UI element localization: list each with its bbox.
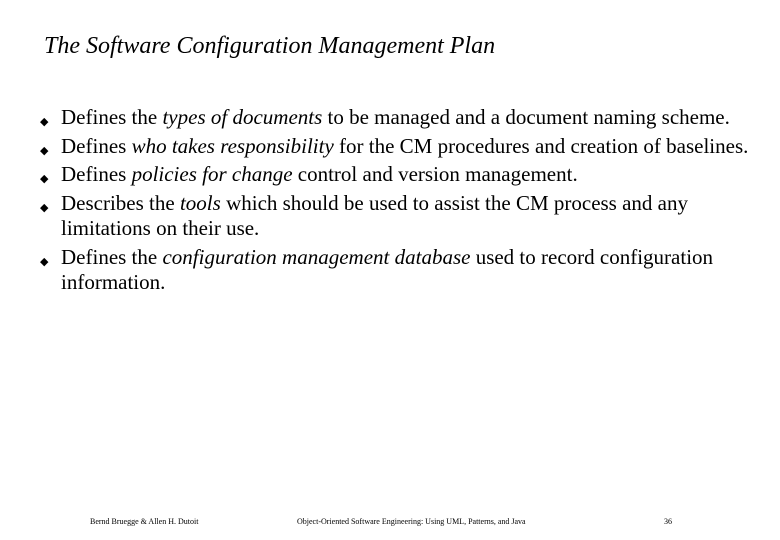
diamond-bullet-icon: ◆ — [40, 173, 49, 185]
footer-page-number: 36 — [664, 517, 672, 526]
bullet-text: Defines the types of documents to be managed and a document naming scheme. — [61, 105, 730, 129]
bullet-item-change-policies — [40, 162, 750, 188]
bullet-text: Defines who takes responsibility for the CM procedures and creation of baselines. — [61, 133, 749, 158]
bullet-item-cm-database — [40, 245, 750, 296]
diamond-bullet-icon: ◆ — [40, 201, 49, 214]
bullet-item-tools — [40, 191, 750, 242]
bullet-list — [40, 105, 750, 299]
bullet-item-document-types — [40, 105, 750, 131]
footer-authors: Bernd Bruegge & Allen H. Dutoit — [90, 517, 199, 526]
diamond-bullet-icon: ◆ — [40, 116, 49, 128]
footer-book-title: Object-Oriented Software Engineering: Using UML, Patterns, and Java — [297, 517, 526, 526]
bullet-item-responsibility — [40, 134, 750, 160]
bullet-text: Defines the configuration management database used to record configuration information. — [61, 244, 714, 294]
diamond-bullet-icon: ◆ — [40, 255, 49, 268]
diamond-bullet-icon: ◆ — [40, 144, 49, 157]
bullet-text: Describes the tools which should be used to assist the CM process and any limitations on their use. — [61, 190, 689, 240]
bullet-text: Defines policies for change control and version management. — [61, 162, 578, 186]
slide-title: The Software Configuration Management Plan — [44, 33, 496, 59]
